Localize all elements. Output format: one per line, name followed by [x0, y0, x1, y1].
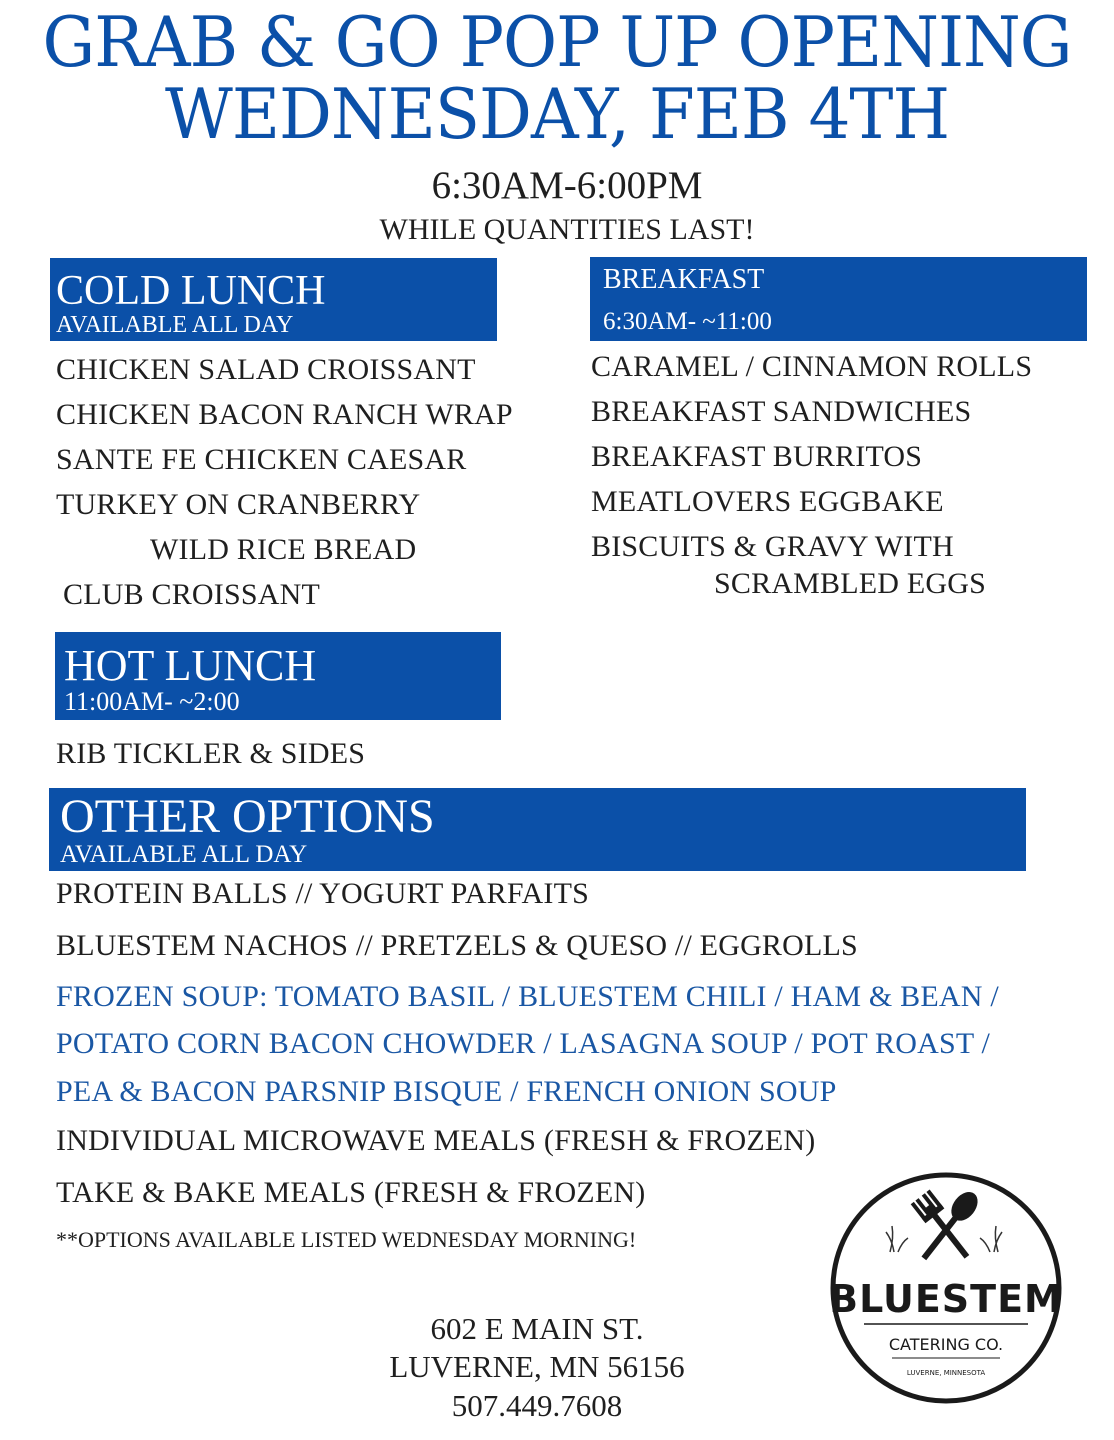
breakfast-title: BREAKFAST: [603, 264, 765, 295]
address-street: 602 E MAIN ST.: [430, 1311, 644, 1346]
list-item: PROTEIN BALLS // YOGURT PARFAITS: [56, 877, 590, 910]
list-item: SCRAMBLED EGGS: [714, 567, 987, 600]
breakfast-header: [590, 257, 1087, 341]
options-note: **OPTIONS AVAILABLE LISTED WEDNESDAY MORNING!: [56, 1227, 637, 1252]
cold-lunch-header: [50, 258, 497, 341]
headline-line-1: GRAB & GO POP UP OPENING: [42, 2, 1072, 83]
list-item: SANTE FE CHICKEN CAESAR: [56, 443, 467, 476]
cold-lunch-title: COLD LUNCH: [56, 268, 326, 314]
list-item: CLUB CROISSANT: [63, 578, 321, 611]
list-item: CHICKEN SALAD CROISSANT: [56, 353, 476, 386]
list-item-soup: PEA & BACON PARSNIP BISQUE / FRENCH ONION SOUP: [56, 1075, 837, 1108]
address-city: LUVERNE, MN 56156: [389, 1349, 685, 1384]
list-item: BREAKFAST SANDWICHES: [591, 395, 972, 428]
bluestem-logo: [828, 1170, 1064, 1406]
headline-line-2: WEDNESDAY, FEB 4TH: [164, 74, 950, 155]
hot-lunch-title: HOT LUNCH: [64, 641, 317, 690]
breakfast-hours: 6:30AM- ~11:00: [603, 308, 772, 335]
grass-left-icon: [886, 1226, 908, 1252]
list-item-soup: POTATO CORN BACON CHOWDER / LASAGNA SOUP / POT ROAST /: [56, 1027, 991, 1060]
list-item: TAKE & BAKE MEALS (FRESH & FROZEN): [56, 1176, 646, 1209]
logo-sub: CATERING CO.: [888, 1335, 1004, 1354]
list-item: WILD RICE BREAD: [150, 533, 417, 566]
cold-lunch-subtitle: AVAILABLE ALL DAY: [56, 312, 294, 338]
list-item: INDIVIDUAL MICROWAVE MEALS (FRESH & FROZEN): [56, 1124, 816, 1157]
other-options-subtitle: AVAILABLE ALL DAY: [60, 841, 308, 868]
other-options-header: [49, 788, 1026, 871]
other-options-title: OTHER OPTIONS: [60, 790, 435, 843]
logo-location: LUVERNE, MINNESOTA: [906, 1369, 986, 1377]
fork-spoon-cross-icon: [911, 1187, 983, 1265]
opening-hours: 6:30AM-6:00PM: [431, 164, 703, 207]
list-item: BLUESTEM NACHOS // PRETZELS & QUESO // EGGROLLS: [56, 929, 858, 962]
list-item: CHICKEN BACON RANCH WRAP: [56, 398, 513, 431]
list-item: TURKEY ON CRANBERRY: [56, 488, 421, 521]
logo-name: BLUESTEM: [829, 1277, 1063, 1321]
list-item: CARAMEL / CINNAMON ROLLS: [591, 350, 1033, 383]
grass-right-icon: [980, 1226, 1002, 1252]
list-item-soup: FROZEN SOUP: TOMATO BASIL / BLUESTEM CHILI / HAM & BEAN /: [56, 980, 999, 1013]
hot-lunch-hours: 11:00AM- ~2:00: [64, 687, 240, 716]
list-item: MEATLOVERS EGGBAKE: [591, 485, 944, 518]
list-item: RIB TICKLER & SIDES: [56, 737, 366, 770]
while-quantities-last: WHILE QUANTITIES LAST!: [379, 213, 755, 246]
address-phone: 507.449.7608: [451, 1388, 623, 1423]
hot-lunch-header: [55, 632, 501, 720]
list-item: BISCUITS & GRAVY WITH: [591, 530, 954, 563]
list-item: BREAKFAST BURRITOS: [591, 440, 923, 473]
